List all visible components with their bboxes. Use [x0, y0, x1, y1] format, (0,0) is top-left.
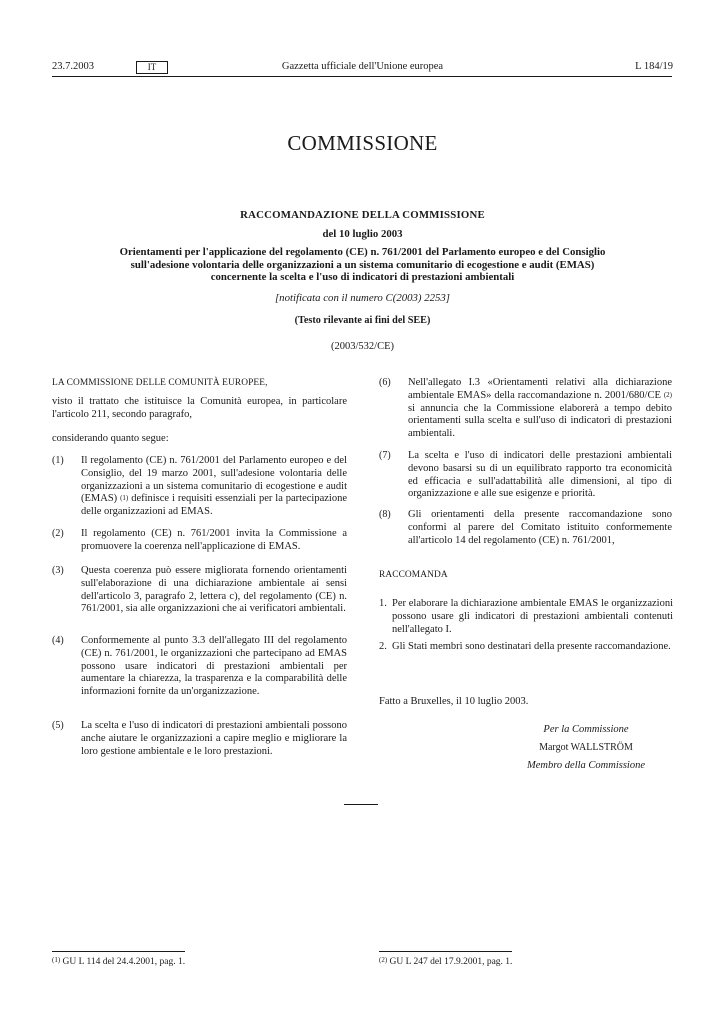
footnote-ref[interactable]: (2): [663, 390, 672, 399]
recital-number: (5): [52, 720, 64, 731]
footnote-text: GU L 247 del 17.9.2001, pag. 1.: [387, 957, 513, 967]
recital-number: (7): [379, 450, 391, 461]
point-number: 2.: [379, 641, 387, 652]
recommendation-subject: Orientamenti per l'applicazione del regolamento (CE) n. 761/2001 del Parlamento europeo e del Consiglio sull'adesione volontaria delle organizzazioni a un sistema comunitario di ecogestione e audit (EMAS) concernente la scelta e l'uso di indicatori di prestazioni ambientali: [119, 246, 606, 284]
point-text: Gli Stati membri sono destinatari della presente raccomandazione.: [392, 641, 671, 652]
recital-text: Gli orientamenti della presente raccomandazione sono conformi al parere del Comitato istituito conformemente all'articolo 14 del regolamento (CE) n. 761/2001,: [408, 509, 672, 546]
preamble-whereas: considerando quanto segue:: [52, 433, 169, 444]
place-and-date: Fatto a Bruxelles, il 10 luglio 2003.: [379, 696, 529, 707]
point-number: 1.: [379, 598, 387, 609]
signature-for: Per la Commissione: [543, 724, 629, 735]
recital-text: Nell'allegato I.3 «Orientamenti relativi alla dichiarazione ambientale EMAS» della raccomandazione n. 2001/680/CE $^{(2)}$ si annuncia che la Commissione elaborerà a tempo debito orientamenti sulla scelta e sull'uso di indicatori di prestazioni ambientali.: [408, 377, 672, 440]
footnote-rule: [52, 951, 185, 952]
header-rule: [52, 76, 672, 77]
recital-number: (3): [52, 565, 64, 576]
recital-number: (8): [379, 509, 391, 520]
document-reference: (2003/532/CE): [331, 341, 394, 352]
recital-number: (4): [52, 635, 64, 646]
preamble-treaty: visto il trattato che istituisce la Comunità europea, in particolare l'articolo 211, secondo paragrafo,: [52, 396, 347, 420]
signatory-role: Membro della Commissione: [526, 760, 646, 771]
point-text: Per elaborare la dichiarazione ambientale EMAS le organizzazioni possono usare gli indicatori di prestazioni ambientali contenuti nell'allegato I.: [392, 598, 673, 635]
recommendation-date: del 10 luglio 2003: [322, 228, 403, 240]
signatory-name: Margot WALLSTRÖM: [539, 742, 633, 753]
footnote-rule: [379, 951, 512, 952]
recommendation-title: RACCOMANDAZIONE DELLA COMMISSIONE: [240, 209, 485, 221]
preamble-authority: LA COMMISSIONE DELLE COMUNITÀ EUROPEE,: [52, 378, 268, 388]
journal-title: Gazzetta ufficiale dell'Unione europea: [281, 61, 444, 72]
footnote-mark: (1): [52, 956, 61, 964]
language-badge: IT: [136, 61, 168, 74]
footnote-1: [52, 957, 185, 967]
footnote-text: GU L 114 del 24.4.2001, pag. 1.: [60, 957, 186, 967]
eea-relevance: (Testo rilevante ai fini del SEE): [294, 315, 431, 326]
recital-text: Conformemente al punto 3.3 dell'allegato III del regolamento (CE) n. 761/2001, le organizzazioni che partecipano ad EMAS possono usare indicatori di prestazioni ambientali per aumentare la chiarezza, la trasparenza e la comparabilità delle informazioni fornite da un'organizzazione.: [81, 635, 347, 698]
recital-number: (1): [52, 455, 64, 466]
notification-number: [notificata con il numero C(2003) 2253]: [274, 292, 451, 304]
recital-text: Il regolamento (CE) n. 761/2001 del Parlamento europeo e del Consiglio, del 19 marzo 2001, sull'adesione volontaria delle organizzazioni a un sistema comunitario di ecogestione e audit (EMAS) $^{(1)}$ definisce i requisiti essenziali per la partecipazione delle organizzazioni ad EMAS.: [81, 455, 347, 518]
recommends-heading: RACCOMANDA: [379, 570, 448, 580]
page-reference: L 184/19: [635, 61, 673, 72]
recital-text: La scelta e l'uso di indicatori delle prestazioni ambientali devono basarsi su di un equilibrato rapporto tra economicità ed efficacia e sull'adattabilità alle dimensioni, al tipo di organizzazione e alle sue esigenze e priorità.: [408, 450, 672, 500]
header-date: 23.7.2003: [52, 61, 94, 72]
section-title: COMMISSIONE: [287, 131, 438, 155]
footnote-ref[interactable]: (1): [120, 494, 129, 503]
footnote-mark: (2): [379, 956, 388, 964]
end-rule: [344, 804, 378, 805]
recital-number: (2): [52, 528, 64, 539]
recital-text: Il regolamento (CE) n. 761/2001 invita la Commissione a promuovere la coerenza nell'applicazione di EMAS.: [81, 528, 347, 552]
recital-number: (6): [379, 377, 391, 388]
recital-text: La scelta e l'uso di indicatori di prestazioni ambientali possono anche aiutare le organizzazioni a capire meglio e migliorare la loro gestione ambientale e le loro prestazioni.: [81, 720, 347, 757]
footnote-2: [379, 957, 512, 967]
recital-text: Questa coerenza può essere migliorata fornendo orientamenti sull'elaborazione di una dichiarazione ambientale ai sensi dell'articolo 3, paragrafo 2, lettera c), del regolamento (CE) n. 761/2001, sia alle organizzazioni che ai verificatori ambientali.: [81, 565, 347, 615]
